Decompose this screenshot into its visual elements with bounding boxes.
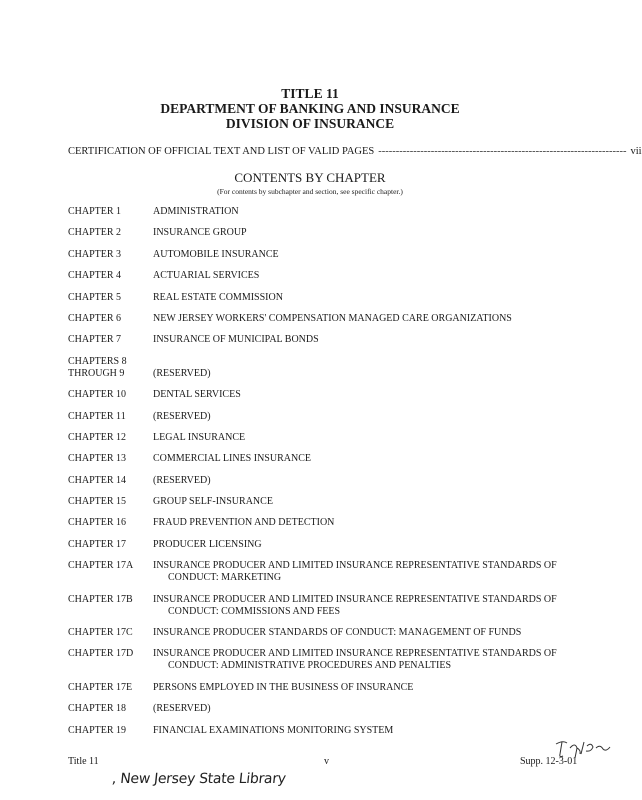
chapter-title	[153, 627, 588, 639]
chapter-row	[68, 389, 588, 401]
certification-line	[68, 146, 642, 157]
chapter-title-text-cont: CONDUCT: COMMISSIONS AND FEES	[168, 605, 341, 617]
chapter-number	[68, 517, 153, 529]
chapter-row	[68, 648, 588, 672]
chapter-number-text: CHAPTER 13	[68, 453, 127, 465]
library-stamp: , New Jersey State Library	[111, 771, 287, 787]
chapter-row	[68, 270, 588, 282]
chapter-title	[153, 206, 588, 218]
chapter-number-text: CHAPTER 17C	[68, 627, 133, 639]
chapter-row	[68, 249, 588, 261]
chapter-number	[68, 648, 153, 672]
chapter-number-text: CHAPTER 6	[68, 312, 122, 324]
chapter-number	[68, 249, 153, 261]
title-heading: TITLE 11	[281, 86, 339, 101]
chapter-row	[68, 206, 588, 218]
chapter-title-text: INSURANCE GROUP	[153, 227, 247, 239]
chapter-title-text: REAL ESTATE COMMISSION	[153, 291, 283, 303]
chapter-number-text: CHAPTER 5	[68, 291, 122, 303]
contents-note: (For contents by subchapter and section, see specific chapter.)	[217, 187, 403, 196]
chapter-list	[68, 206, 588, 746]
chapter-number-text: CHAPTER 17E	[68, 681, 133, 693]
chapter-row	[68, 453, 588, 465]
footer-page-number: v	[324, 756, 329, 767]
chapter-number-text: CHAPTERS 8	[68, 355, 127, 367]
chapter-number-text: CHAPTER 12	[68, 431, 127, 443]
chapter-row	[68, 227, 588, 239]
chapter-title-text-cont: CONDUCT: ADMINISTRATIVE PROCEDURES AND PENALTIES	[168, 660, 452, 672]
chapter-number-text: CHAPTER 14	[68, 474, 127, 486]
chapter-title	[153, 539, 588, 551]
chapter-number	[68, 334, 153, 346]
chapter-number-text: CHAPTER 3	[68, 248, 122, 260]
chapter-number	[68, 206, 153, 218]
chapter-number	[68, 356, 153, 380]
chapter-row	[68, 682, 588, 694]
department-heading: DEPARTMENT OF BANKING AND INSURANCE	[160, 101, 460, 116]
chapter-title	[153, 703, 588, 715]
chapter-title	[153, 725, 588, 737]
chapter-number	[68, 292, 153, 304]
chapter-row	[68, 594, 588, 618]
chapter-number	[68, 703, 153, 715]
chapter-title	[153, 560, 588, 584]
chapter-number-text: CHAPTER 4	[68, 270, 122, 282]
chapter-row	[68, 356, 588, 380]
chapter-title-text: PRODUCER LICENSING	[153, 538, 262, 550]
chapter-title	[153, 682, 588, 694]
chapter-number-text-cont: THROUGH 9	[68, 367, 125, 379]
chapter-title	[153, 594, 588, 618]
chapter-row	[68, 334, 588, 346]
chapter-number	[68, 227, 153, 239]
chapter-title	[153, 475, 588, 487]
chapter-number-text: CHAPTER 17B	[68, 593, 133, 605]
chapter-title	[153, 270, 588, 282]
chapter-number-text: CHAPTER 19	[68, 724, 127, 736]
division-heading: DIVISION OF INSURANCE	[225, 116, 395, 131]
chapter-number	[68, 539, 153, 551]
chapter-title-text-cont: CONDUCT: MARKETING	[168, 572, 282, 584]
chapter-title-text: NEW JERSEY WORKERS' COMPENSATION MANAGED CARE ORGANIZATIONS	[153, 312, 512, 324]
chapter-title-text: ADMINISTRATION	[153, 206, 239, 217]
chapter-title-text: FRAUD PREVENTION AND DETECTION	[153, 517, 335, 529]
chapter-number	[68, 682, 153, 694]
chapter-title-text: INSURANCE OF MUNICIPAL BONDS	[153, 334, 319, 346]
chapter-number-text: CHAPTER 17	[68, 538, 127, 550]
handwritten-initials-icon	[553, 738, 613, 762]
chapter-number	[68, 496, 153, 508]
chapter-title-spacer	[153, 356, 588, 368]
chapter-number	[68, 453, 153, 465]
chapter-title-text: DENTAL SERVICES	[153, 389, 241, 401]
chapter-row	[68, 411, 588, 423]
chapter-row	[68, 627, 588, 639]
chapter-number-text: CHAPTER 10	[68, 389, 127, 401]
chapter-row	[68, 292, 588, 304]
chapter-title-text: AUTOMOBILE INSURANCE	[153, 248, 279, 260]
certification-text: CERTIFICATION OF OFFICIAL TEXT AND LIST OF VALID PAGES	[68, 146, 375, 157]
chapter-row	[68, 313, 588, 325]
chapter-title	[153, 453, 588, 465]
chapter-row	[68, 475, 588, 487]
chapter-title	[153, 249, 588, 261]
chapter-title-text: INSURANCE PRODUCER AND LIMITED INSURANCE REPRESENTATIVE STANDARDS OF	[153, 560, 557, 572]
chapter-number	[68, 627, 153, 639]
chapter-number-text: CHAPTER 11	[68, 410, 126, 422]
chapter-title	[153, 517, 588, 529]
chapter-number-text: CHAPTER 16	[68, 517, 127, 529]
chapter-number	[68, 475, 153, 487]
chapter-title-text: COMMERCIAL LINES INSURANCE	[153, 453, 311, 465]
chapter-row	[68, 725, 588, 737]
chapter-title-text: GROUP SELF-INSURANCE	[153, 496, 273, 508]
chapter-number	[68, 411, 153, 423]
chapter-number-text: CHAPTER 17D	[68, 648, 134, 660]
chapter-title-text: (RESERVED)	[153, 474, 211, 486]
chapter-row	[68, 496, 588, 508]
certification-page: vii	[630, 146, 642, 157]
chapter-title-text: (RESERVED)	[153, 703, 211, 715]
chapter-title	[153, 496, 588, 508]
chapter-number	[68, 432, 153, 444]
chapter-row	[68, 432, 588, 444]
chapter-title	[153, 292, 588, 304]
chapter-title	[153, 411, 588, 423]
contents-heading: CONTENTS BY CHAPTER	[234, 170, 386, 185]
chapter-number	[68, 560, 153, 584]
chapter-row	[68, 539, 588, 551]
chapter-number	[68, 313, 153, 325]
chapter-number-text: CHAPTER 15	[68, 496, 127, 508]
chapter-title	[153, 334, 588, 346]
chapter-title-text: INSURANCE PRODUCER AND LIMITED INSURANCE REPRESENTATIVE STANDARDS OF	[153, 593, 557, 605]
chapter-title-text: (RESERVED)	[153, 410, 211, 422]
footer-title: Title 11	[68, 756, 99, 767]
chapter-number	[68, 270, 153, 282]
chapter-title-text: PERSONS EMPLOYED IN THE BUSINESS OF INSURANCE	[153, 681, 414, 693]
chapter-number-text: CHAPTER 18	[68, 703, 127, 715]
chapter-title-text: INSURANCE PRODUCER STANDARDS OF CONDUCT: MANAGEMENT OF FUNDS	[153, 627, 522, 639]
chapter-title	[153, 313, 588, 325]
chapter-row	[68, 703, 588, 715]
chapter-number	[68, 594, 153, 618]
chapter-number	[68, 725, 153, 737]
certification-leader: -----------------------------------------------------------------------	[378, 146, 627, 157]
chapter-title-text: ACTUARIAL SERVICES	[153, 270, 260, 282]
chapter-title-text: FINANCIAL EXAMINATIONS MONITORING SYSTEM	[153, 724, 394, 736]
chapter-title-text: LEGAL INSURANCE	[153, 431, 246, 443]
chapter-title	[153, 648, 588, 672]
chapter-title-text: INSURANCE PRODUCER AND LIMITED INSURANCE REPRESENTATIVE STANDARDS OF	[153, 648, 557, 660]
chapter-title	[153, 389, 588, 401]
chapter-number-text: CHAPTER 7	[68, 334, 122, 346]
chapter-row	[68, 560, 588, 584]
chapter-title	[153, 356, 588, 380]
chapter-title	[153, 227, 588, 239]
chapter-number-text: CHAPTER 1	[68, 206, 122, 217]
chapter-title-text: (RESERVED)	[153, 367, 211, 379]
chapter-number-text: CHAPTER 17A	[68, 560, 134, 572]
chapter-number-text: CHAPTER 2	[68, 227, 122, 239]
title-block	[0, 86, 620, 131]
chapter-number	[68, 389, 153, 401]
footer-supplement: Supp. 12-3-01	[520, 756, 578, 767]
chapter-row	[68, 517, 588, 529]
chapter-title	[153, 432, 588, 444]
